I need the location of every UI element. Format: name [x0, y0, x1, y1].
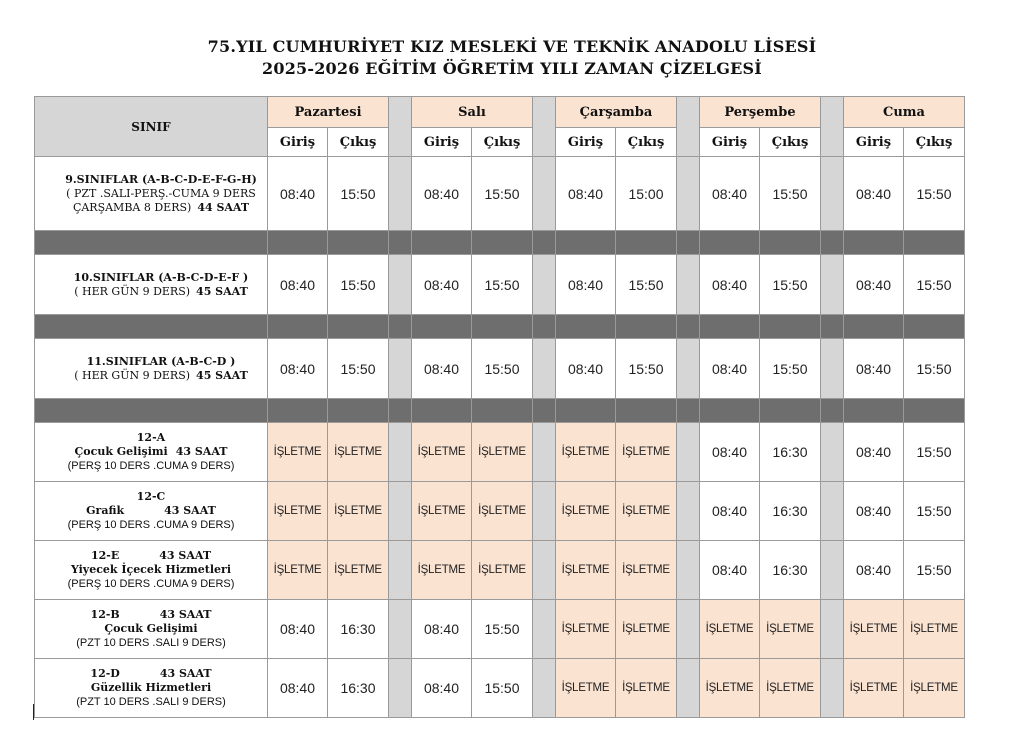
exit-time: 15:50 [760, 157, 821, 231]
entry-time: 08:40 [412, 255, 472, 315]
entry-header: Giriş [844, 128, 904, 157]
exit-header: Çıkış [904, 128, 965, 157]
class-note-text: ( HER GÜN 9 DERS) [74, 368, 191, 382]
row-separator [35, 399, 965, 423]
separator-cell [268, 231, 328, 255]
separator-cell [35, 399, 268, 423]
class-cell [35, 157, 268, 231]
exit-time: İŞLETME [472, 423, 533, 482]
separator-cell [904, 231, 965, 255]
column-gap [821, 255, 844, 315]
entry-time: 08:40 [844, 255, 904, 315]
exit-header: Çıkış [760, 128, 821, 157]
column-gap [677, 423, 700, 482]
separator-cell [389, 399, 412, 423]
separator-cell [904, 315, 965, 339]
entry-time: 08:40 [268, 157, 328, 231]
class-code: 12-E [91, 549, 120, 562]
exit-time: İŞLETME [616, 482, 677, 541]
entry-time: 08:40 [844, 541, 904, 600]
entry-time: İŞLETME [268, 482, 328, 541]
column-gap [821, 482, 844, 541]
department-name: Çocuk Gelişimi [74, 445, 168, 458]
exit-time: 15:50 [904, 482, 965, 541]
separator-cell [472, 399, 533, 423]
weekly-hours: 44 SAAT [197, 200, 250, 214]
class-cell [35, 482, 268, 541]
weekly-hours: 43 SAAT [159, 549, 211, 562]
separator-cell [35, 315, 268, 339]
separator-cell [677, 231, 700, 255]
entry-time: İŞLETME [556, 423, 616, 482]
separator-cell [328, 399, 389, 423]
weekly-hours: 45 SAAT [196, 284, 248, 298]
entry-header: Giriş [700, 128, 760, 157]
entry-time: 08:40 [268, 659, 328, 718]
class-note: (PERŞ 10 DERS .CUMA 9 DERS) [67, 460, 235, 472]
exit-header: Çıkış [328, 128, 389, 157]
class-cell [35, 659, 268, 718]
entry-time: 08:40 [412, 659, 472, 718]
entry-time: 08:40 [412, 600, 472, 659]
separator-cell [472, 315, 533, 339]
column-gap [389, 157, 412, 231]
class-row [35, 157, 965, 231]
document-title [0, 36, 1024, 80]
separator-cell [412, 399, 472, 423]
timetable [34, 96, 965, 718]
exit-time: 15:50 [760, 255, 821, 315]
separator-cell [760, 231, 821, 255]
class-row [35, 255, 965, 315]
exit-time: 15:50 [328, 157, 389, 231]
exit-time: 15:00 [616, 157, 677, 231]
entry-time: 08:40 [844, 482, 904, 541]
separator-cell [533, 315, 556, 339]
day-header-thursday: Perşembe [700, 97, 821, 128]
weekly-hours: 43 SAAT [159, 608, 212, 621]
entry-time: 08:40 [268, 339, 328, 399]
column-gap [533, 97, 556, 157]
exit-header: Çıkış [472, 128, 533, 157]
department-name: Çocuk Gelişimi [104, 622, 198, 635]
entry-time: 08:40 [700, 255, 760, 315]
exit-time: 16:30 [328, 659, 389, 718]
class-name: 11.SINIFLAR (A-B-C-D ) [86, 354, 236, 368]
exit-time: 15:50 [328, 255, 389, 315]
class-note: (PZT 10 DERS .SALI 9 DERS) [76, 696, 226, 708]
separator-cell [904, 399, 965, 423]
separator-cell [700, 399, 760, 423]
separator-cell [844, 231, 904, 255]
separator-cell [677, 399, 700, 423]
column-gap [821, 600, 844, 659]
class-note: (PZT 10 DERS .SALI 9 DERS) [76, 637, 226, 649]
entry-time: 08:40 [844, 339, 904, 399]
separator-cell [616, 315, 677, 339]
class-row [35, 339, 965, 399]
class-note: ( PZT .SALI-PERŞ.-CUMA 9 DERS [66, 186, 256, 200]
exit-time: İŞLETME [904, 600, 965, 659]
separator-cell [556, 231, 616, 255]
column-gap [677, 482, 700, 541]
class-cell [35, 600, 268, 659]
column-gap [533, 255, 556, 315]
entry-time: 08:40 [844, 157, 904, 231]
separator-cell [616, 231, 677, 255]
exit-time: 16:30 [328, 600, 389, 659]
entry-time: İŞLETME [412, 482, 472, 541]
class-row [35, 482, 965, 541]
separator-cell [389, 315, 412, 339]
separator-cell [35, 231, 268, 255]
column-gap [389, 600, 412, 659]
column-gap [821, 541, 844, 600]
entry-time: 08:40 [556, 157, 616, 231]
entry-header: Giriş [268, 128, 328, 157]
column-gap [533, 600, 556, 659]
column-gap [389, 339, 412, 399]
class-cell [35, 423, 268, 482]
column-gap [677, 255, 700, 315]
entry-time: İŞLETME [700, 600, 760, 659]
separator-cell [821, 231, 844, 255]
entry-time: İŞLETME [556, 482, 616, 541]
entry-time: 08:40 [700, 423, 760, 482]
column-gap [677, 600, 700, 659]
column-gap [677, 339, 700, 399]
class-row [35, 423, 965, 482]
row-separator [35, 315, 965, 339]
separator-cell [760, 399, 821, 423]
separator-cell [700, 315, 760, 339]
entry-time: 08:40 [412, 157, 472, 231]
entry-time: İŞLETME [412, 423, 472, 482]
class-note-text: ÇARŞAMBA 8 DERS) [72, 200, 192, 214]
column-gap [389, 541, 412, 600]
exit-time: İŞLETME [616, 541, 677, 600]
class-code: 12-D [90, 667, 120, 680]
class-note [55, 285, 267, 299]
column-gap [821, 157, 844, 231]
class-note [55, 369, 267, 383]
column-gap [677, 541, 700, 600]
entry-time: 08:40 [268, 255, 328, 315]
column-gap [533, 423, 556, 482]
column-gap [821, 97, 844, 157]
exit-time: 15:50 [472, 600, 533, 659]
separator-cell [412, 231, 472, 255]
weekly-hours: 43 SAAT [159, 667, 212, 680]
entry-time: 08:40 [412, 339, 472, 399]
exit-time: 15:50 [904, 339, 965, 399]
class-note-text: ( HER GÜN 9 DERS) [74, 284, 191, 298]
entry-time: İŞLETME [556, 600, 616, 659]
class-cell [35, 541, 268, 600]
exit-time: İŞLETME [616, 600, 677, 659]
day-header-wednesday: Çarşamba [556, 97, 677, 128]
entry-header: Giriş [412, 128, 472, 157]
exit-time: 15:50 [760, 339, 821, 399]
separator-cell [844, 399, 904, 423]
separator-cell [821, 315, 844, 339]
exit-time: İŞLETME [904, 659, 965, 718]
entry-time: İŞLETME [268, 541, 328, 600]
separator-cell [412, 315, 472, 339]
exit-time: İŞLETME [616, 659, 677, 718]
column-gap [533, 482, 556, 541]
separator-cell [760, 315, 821, 339]
entry-time: İŞLETME [412, 541, 472, 600]
separator-cell [616, 399, 677, 423]
exit-time: 15:50 [904, 541, 965, 600]
exit-time: 16:30 [760, 482, 821, 541]
column-gap [821, 339, 844, 399]
class-note [55, 201, 267, 215]
class-row [35, 541, 965, 600]
class-code: 12-B [90, 608, 120, 621]
class-header: SINIF [35, 97, 268, 157]
exit-header: Çıkış [616, 128, 677, 157]
column-gap [533, 157, 556, 231]
class-row [35, 659, 965, 718]
exit-time: 15:50 [472, 255, 533, 315]
column-gap [677, 97, 700, 157]
class-note: (PERŞ 10 DERS .CUMA 9 DERS) [67, 519, 235, 531]
weekly-hours: 43 SAAT [164, 504, 216, 517]
day-header-friday: Cuma [844, 97, 965, 128]
weekly-hours: 45 SAAT [196, 368, 248, 382]
separator-cell [328, 315, 389, 339]
column-gap [389, 423, 412, 482]
column-gap [677, 157, 700, 231]
entry-header: Giriş [556, 128, 616, 157]
entry-time: İŞLETME [844, 600, 904, 659]
department-name: Yiyecek İçecek Hizmetleri [70, 563, 232, 576]
column-gap [533, 659, 556, 718]
separator-cell [389, 231, 412, 255]
class-code: 12-A [136, 431, 166, 444]
class-name: 9.SINIFLAR (A-B-C-D-E-F-G-H) [65, 172, 257, 186]
separator-cell [533, 399, 556, 423]
entry-time: 08:40 [268, 600, 328, 659]
exit-time: İŞLETME [328, 482, 389, 541]
separator-cell [556, 399, 616, 423]
exit-time: 15:50 [904, 423, 965, 482]
entry-time: 08:40 [556, 339, 616, 399]
column-gap [389, 482, 412, 541]
exit-time: İŞLETME [760, 659, 821, 718]
separator-cell [328, 231, 389, 255]
separator-cell [700, 231, 760, 255]
separator-cell [472, 231, 533, 255]
separator-cell [844, 315, 904, 339]
entry-time: İŞLETME [700, 659, 760, 718]
entry-time: İŞLETME [268, 423, 328, 482]
exit-time: 15:50 [472, 157, 533, 231]
exit-time: 15:50 [616, 339, 677, 399]
separator-cell [677, 315, 700, 339]
class-code: 12-C [136, 490, 166, 503]
department-name: Grafik [86, 504, 125, 517]
column-gap [533, 339, 556, 399]
separator-cell [268, 315, 328, 339]
exit-time: İŞLETME [328, 423, 389, 482]
weekly-hours: 43 SAAT [175, 445, 228, 458]
entry-time: 08:40 [556, 255, 616, 315]
exit-time: 15:50 [472, 659, 533, 718]
exit-time: 15:50 [472, 339, 533, 399]
exit-time: 15:50 [904, 157, 965, 231]
day-header-monday: Pazartesi [268, 97, 389, 128]
entry-time: 08:40 [700, 482, 760, 541]
class-name: 10.SINIFLAR (A-B-C-D-E-F ) [73, 270, 249, 284]
school-name: 75.YIL CUMHURİYET KIZ MESLEKİ VE TEKNİK ANADOLU LİSESİ [207, 37, 817, 56]
exit-time: 15:50 [904, 255, 965, 315]
column-gap [821, 423, 844, 482]
class-cell [35, 339, 268, 399]
column-gap [389, 255, 412, 315]
class-cell [35, 255, 268, 315]
exit-time: İŞLETME [328, 541, 389, 600]
row-separator [35, 231, 965, 255]
exit-time: 16:30 [760, 541, 821, 600]
entry-time: İŞLETME [844, 659, 904, 718]
separator-cell [821, 399, 844, 423]
exit-time: 16:30 [760, 423, 821, 482]
department-name: Güzellik Hizmetleri [90, 681, 212, 694]
entry-time: 08:40 [700, 157, 760, 231]
exit-time: İŞLETME [472, 541, 533, 600]
entry-time: 08:40 [844, 423, 904, 482]
exit-time: İŞLETME [472, 482, 533, 541]
entry-time: 08:40 [700, 339, 760, 399]
exit-time: İŞLETME [616, 423, 677, 482]
day-header-tuesday: Salı [412, 97, 533, 128]
class-row [35, 600, 965, 659]
exit-time: 15:50 [328, 339, 389, 399]
column-gap [389, 659, 412, 718]
separator-cell [533, 231, 556, 255]
exit-time: 15:50 [616, 255, 677, 315]
entry-time: İŞLETME [556, 659, 616, 718]
column-gap [389, 97, 412, 157]
separator-cell [556, 315, 616, 339]
entry-time: 08:40 [700, 541, 760, 600]
entry-time: İŞLETME [556, 541, 616, 600]
column-gap [677, 659, 700, 718]
exit-time: İŞLETME [760, 600, 821, 659]
class-note: (PERŞ 10 DERS .CUMA 9 DERS) [67, 578, 235, 590]
separator-cell [268, 399, 328, 423]
schedule-title: 2025-2026 EĞİTİM ÖĞRETİM YILI ZAMAN ÇİZELGESİ [262, 59, 762, 78]
column-gap [533, 541, 556, 600]
column-gap [821, 659, 844, 718]
text-cursor [33, 704, 34, 720]
